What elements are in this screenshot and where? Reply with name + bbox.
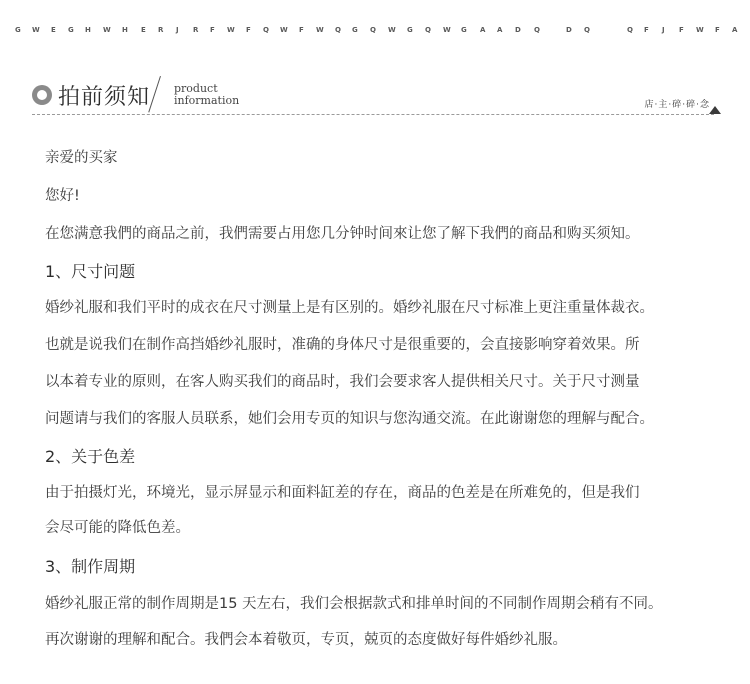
strip-letter: A: [732, 26, 738, 34]
strip-letter: D: [566, 26, 572, 34]
section-2-title: 2、关于色差: [45, 447, 136, 466]
strip-letter: W: [696, 26, 704, 34]
section-1-line: 问题请与我们的客服人员联系，她们会用专页的知识与您沟通交流。在此谢谢您的理解与配合。: [45, 411, 654, 427]
strip-letter: W: [32, 26, 40, 34]
strip-letter: W: [280, 26, 288, 34]
shop-tag: 店·主·碎·碎·念: [644, 100, 710, 110]
strip-letter: J: [662, 26, 665, 34]
strip-letter: F: [210, 26, 215, 34]
section-3-title: 3、制作周期: [45, 557, 136, 576]
section-3-line: 婚纱礼服正常的制作周期是15 天左右，我们会根据款式和排单时间的不同制作周期会稍有不同。: [45, 596, 663, 612]
strip-letter: E: [141, 26, 146, 34]
header-divider: [32, 114, 714, 115]
section-3-line: 再次谢谢的理解和配合。我們会本着敬页，专页，兢页的态度做好每件婚纱礼服。: [45, 632, 567, 648]
strip-letter: A: [480, 26, 486, 34]
subtitle-line: product: [174, 82, 218, 95]
strip-letter: G: [461, 26, 467, 34]
strip-letter: J: [176, 26, 179, 34]
strip-letter: R: [193, 26, 199, 34]
strip-letter: A: [497, 26, 503, 34]
strip-letter: R: [158, 26, 164, 34]
strip-letter: G: [68, 26, 74, 34]
strip-letter: G: [407, 26, 413, 34]
greeting: 亲爱的买家: [45, 150, 118, 166]
subtitle-line: information: [174, 94, 240, 107]
section-1-line: 婚纱礼服和我们平时的成衣在尺寸测量上是有区别的。婚纱礼服在尺寸标准上更注重量体裁衣。: [45, 300, 654, 316]
intro: 在您满意我們的商品之前，我們需要占用您几分钟时间來让您了解下我們的商品和购买须知。: [45, 226, 640, 242]
strip-letter: Q: [335, 26, 341, 34]
page-title: 拍前须知: [58, 85, 151, 110]
strip-letter: W: [443, 26, 451, 34]
strip-letter: Q: [370, 26, 376, 34]
strip-letter: W: [103, 26, 111, 34]
strip-letter: Q: [534, 26, 540, 34]
hello: 您好!: [45, 188, 80, 204]
section-1-title: 1、尺寸问题: [45, 262, 136, 281]
strip-letter: W: [227, 26, 235, 34]
strip-letter: H: [122, 26, 128, 34]
section-2-line: 由于拍摄灯光，环境光，显示屏显示和面料缸差的存在，商品的色差是在所难免的，但是我们: [45, 485, 640, 501]
strip-letter: D: [515, 26, 521, 34]
strip-letter: G: [352, 26, 358, 34]
subtitle: [174, 83, 239, 107]
strip-letter: F: [715, 26, 720, 34]
strip-letter: W: [388, 26, 396, 34]
strip-letter: G: [15, 26, 21, 34]
section-1-line: 以本着专业的原则，在客人购买我们的商品时，我们会要求客人提供相关尺寸。关于尺寸测量: [45, 374, 640, 390]
strip-letter: H: [85, 26, 91, 34]
strip-letter: Q: [627, 26, 633, 34]
strip-letter: F: [299, 26, 304, 34]
strip-letter: F: [246, 26, 251, 34]
strip-letter: W: [316, 26, 324, 34]
strip-letter: F: [679, 26, 684, 34]
ring-bullet-icon: [32, 85, 52, 105]
section-2-line: 会尽可能的降低色差。: [45, 520, 190, 536]
section-header: [32, 76, 722, 116]
section-1-line: 也就是说我们在制作高挡婚纱礼服时，准确的身体尺寸是很重要的，会直接影响穿着效果。所: [45, 337, 640, 353]
strip-letter: E: [51, 26, 56, 34]
strip-letter: Q: [584, 26, 590, 34]
strip-letter: F: [644, 26, 649, 34]
strip-letter: Q: [425, 26, 431, 34]
letter-strip: [15, 26, 740, 36]
slash-divider: [148, 76, 161, 112]
triangle-marker-icon: [709, 106, 721, 114]
strip-letter: Q: [263, 26, 269, 34]
